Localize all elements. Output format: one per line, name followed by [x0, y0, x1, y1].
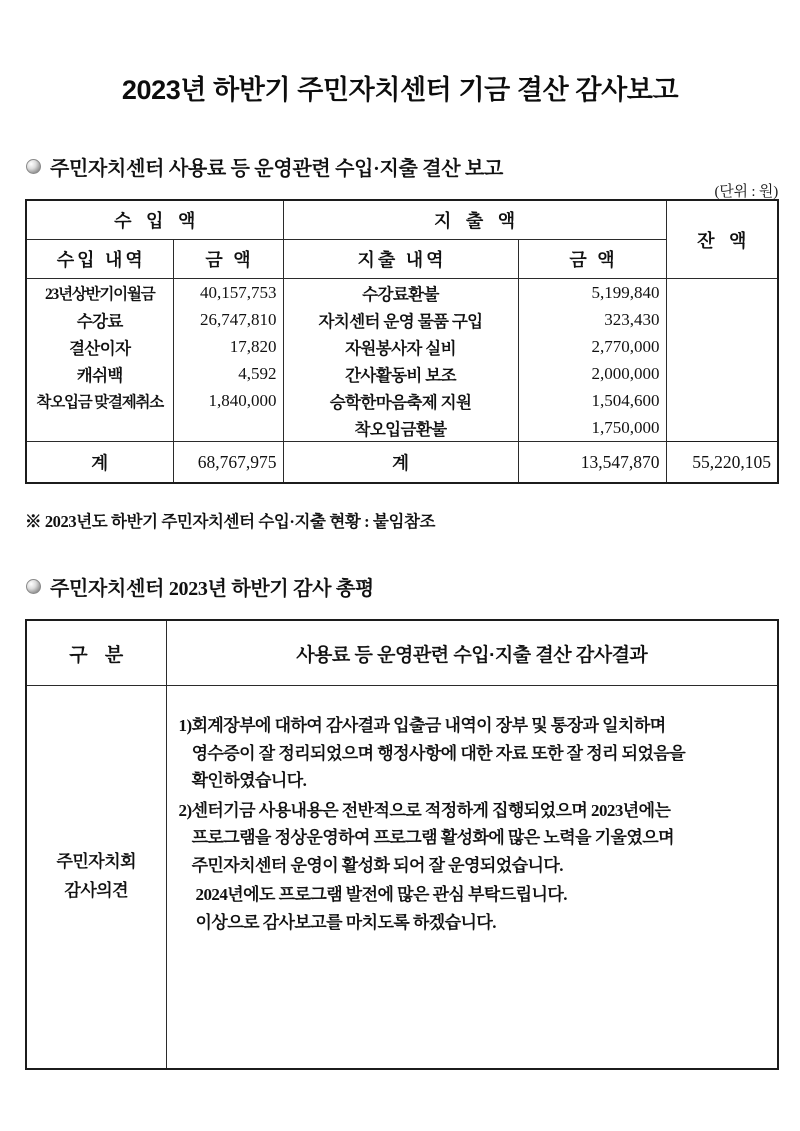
expense-total-amount: 13,547,870: [518, 442, 666, 484]
table-row: [26, 333, 778, 360]
income-amount-3: 4,592: [173, 360, 283, 387]
income-total-label: 계: [26, 442, 173, 484]
expense-item-1: 자치센터 운영 물품 구입: [283, 306, 518, 333]
income-item-3: 캐쉬백: [26, 360, 173, 387]
expense-item-0: 수강료환불: [283, 279, 518, 307]
footnote-attachment-reference: ※ 2023년도 하반기 주민자치센터 수입·지출 현황 : 붙임참조: [25, 512, 436, 531]
column-header-income-amount: 금 액: [173, 240, 283, 279]
expense-amount-3: 2,000,000: [518, 360, 666, 387]
balance-total-amount: 55,220,105: [666, 442, 778, 484]
opinion-paragraph-1: [179, 712, 764, 795]
section-heading-income-expense: [26, 152, 503, 181]
expense-amount-2: 2,770,000: [518, 333, 666, 360]
opinion-row-label-line1: 주민자치회: [56, 852, 137, 872]
opinion-paragraph-1-text: [192, 712, 763, 795]
opinion-p2-line2: 프로그램을 정상운영하여 프로그램 활성화에 많은 노력을 기울였으며: [191, 828, 675, 848]
column-header-income-item: 수입 내역: [26, 240, 173, 279]
table-row: [26, 306, 778, 333]
audit-opinion-table: [25, 619, 779, 1070]
expense-total-label: 계: [283, 442, 518, 484]
income-item-0: 23년상반기이월금: [26, 279, 173, 307]
income-item-4: 착오입금 맞결제취소: [26, 387, 173, 414]
group-header-expense: 지 출 액: [283, 200, 666, 240]
column-header-category: 구 분: [26, 620, 166, 686]
unit-note: (단위 : 원): [714, 184, 778, 200]
column-header-expense-item: 지출 내역: [283, 240, 518, 279]
table-column-header-row: [26, 240, 778, 279]
sphere-bullet-icon: [26, 159, 41, 174]
opinion-p2-line1: 센터기금 사용내용은 전반적으로 적정하게 집행되었으며 2023년에는: [191, 800, 671, 820]
opinion-paragraph-2-text: [192, 797, 763, 880]
expense-item-2: 자원봉사자 실비: [283, 333, 518, 360]
opinion-p1-line2: 영수증이 잘 정리되었으며 행정사항에 대한 자료 또한 잘 정리 되었음을: [191, 743, 686, 763]
opinion-p2-line3: 주민자치센터 운영이 활성화 되어 잘 운영되었습니다.: [191, 855, 563, 875]
table-row: [26, 279, 778, 307]
opinion-row-label: [26, 686, 166, 1070]
opinion-closing-line-2: 이상으로 감사보고를 마치도록 하겠습니다.: [195, 912, 496, 932]
table-row: [26, 387, 778, 414]
table-total-row: [26, 442, 778, 484]
expense-amount-0: 5,199,840: [518, 279, 666, 307]
income-amount-4: 1,840,000: [173, 387, 283, 414]
balance-empty-cell: [666, 279, 778, 442]
table-row: [26, 360, 778, 387]
opinion-body-cell: [166, 686, 778, 1070]
opinion-closing-line-1: 2024년에도 프로그램 발전에 많은 관심 부탁드립니다.: [195, 885, 567, 905]
income-amount-2: 17,820: [173, 333, 283, 360]
opinion-paragraph-2-number: 2): [178, 800, 192, 820]
income-amount-0: 40,157,753: [173, 279, 283, 307]
income-total-amount: 68,767,975: [173, 442, 283, 484]
income-item-blank: [26, 414, 173, 442]
expense-amount-1: 323,430: [518, 306, 666, 333]
income-amount-blank: [173, 414, 283, 442]
opinion-body-row: [26, 686, 778, 1070]
column-header-audit-result: 사용료 등 운영관련 수입·지출 결산 감사결과: [166, 620, 778, 686]
expense-item-4: 승학한마음축제 지원: [283, 387, 518, 414]
opinion-p1-line1: 회계장부에 대하여 감사결과 입출금 내역이 장부 및 통장과 일치하며: [191, 716, 666, 735]
sphere-bullet-icon: [26, 579, 41, 594]
section1-heading-label: 주민자치센터 사용료 등 운영관련 수입·지출 결산 보고: [50, 158, 504, 180]
table-group-header-row: [26, 200, 778, 240]
finance-settlement-table: [25, 199, 779, 484]
income-amount-1: 26,747,810: [173, 306, 283, 333]
expense-item-5: 착오입금환불: [283, 414, 518, 442]
page-title: 2023년 하반기 주민자치센터 기금 결산 감사보고: [121, 75, 679, 105]
opinion-row-label-line2: 감사의견: [64, 881, 129, 900]
group-header-balance: 잔 액: [666, 200, 778, 279]
expense-amount-4: 1,504,600: [518, 387, 666, 414]
table-row: [26, 414, 778, 442]
section-heading-audit-opinion: [26, 572, 374, 601]
income-item-2: 결산이자: [26, 333, 173, 360]
column-header-expense-amount: 금 액: [518, 240, 666, 279]
opinion-paragraph-1-number: 1): [178, 716, 192, 735]
opinion-p1-line3: 확인하였습니다.: [191, 771, 307, 791]
opinion-paragraph-2: [179, 797, 764, 880]
income-item-1: 수강료: [26, 306, 173, 333]
expense-item-3: 간사활동비 보조: [283, 360, 518, 387]
expense-amount-5: 1,750,000: [518, 414, 666, 442]
group-header-income: 수 입 액: [26, 200, 283, 240]
opinion-header-row: [26, 620, 778, 686]
section2-heading-label: 주민자치센터 2023년 하반기 감사 총평: [50, 578, 374, 600]
